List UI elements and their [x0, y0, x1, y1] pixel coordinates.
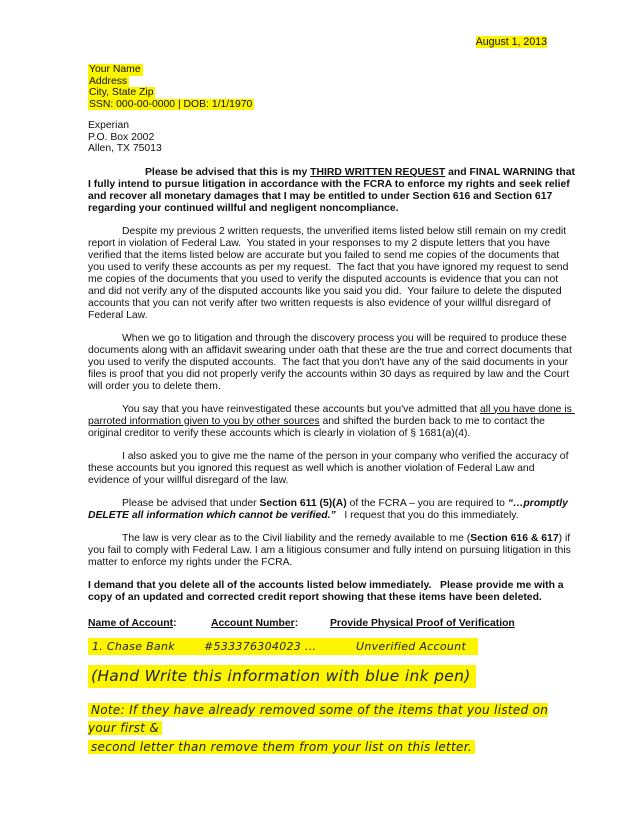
column-header-label: Name of Account	[88, 617, 174, 629]
paragraph-segment: When we go to litigation and through the discovery process you will be required to produce these documents along with an affidavit swearing under oath that these are the true and correct documents that you used to verify the disputed accounts. The fact that you don't have any of the said documents in your files is proof that you did not properly verify the accounts within 30 days as required by law and the Court will order you to delete them.	[88, 332, 575, 392]
sender-line	[88, 87, 576, 99]
column-header-colon: :	[294, 617, 299, 629]
bottom-note	[88, 701, 576, 757]
paragraph-segment: and shifted the burden back to me to contact the original creditor to verify these accounts which is clearly in violation of § 1681(a)(4).	[88, 415, 548, 439]
column-header-label: Provide Physical Proof of Verification	[330, 617, 515, 629]
paragraph-segment: The law is very clear as to the Civil liability and the remedy available to me (	[122, 532, 471, 544]
paragraph-segment: “…promptly DELETE all information which cannot be verified.”	[88, 497, 571, 521]
handwrite-instruction-row	[88, 665, 576, 688]
paragraph-segment: I demand that you delete all of the accounts listed below immediately. Please provide me with a copy of an updated and corrected credit report showing that these items have been deleted.	[88, 579, 567, 603]
sender-line	[88, 76, 576, 88]
letter-paragraph	[88, 167, 576, 215]
account-number-value: #533376304023 ...	[204, 639, 317, 653]
paragraph-segment: of the FCRA – you are required to	[346, 497, 508, 509]
sender-line	[88, 64, 576, 76]
paragraph-segment: Section 616 & 617	[470, 532, 559, 544]
paragraph-segment: Please be advised that this is my	[145, 166, 311, 178]
column-header-account-number	[211, 618, 330, 629]
letter-date: August 1, 2013	[475, 36, 547, 48]
bottom-note-text-2: second letter than remove them from your list on this letter.	[88, 740, 475, 754]
recipient-city-state-zip: Allen, TX 75013	[88, 143, 162, 154]
column-header-proof-of-verification	[330, 618, 576, 629]
bottom-note-text-1: Note: If they have already removed some of the items that you listed on your first &	[88, 702, 549, 735]
paragraph-segment: THIRD WRITTEN REQUEST	[310, 166, 446, 178]
recipient-name: Experian	[88, 120, 130, 131]
account-status-value: Unverified Account	[356, 639, 467, 653]
account-row	[88, 638, 478, 655]
paragraph-segment: Section 611 (5)(A)	[259, 497, 347, 509]
sender-line	[88, 99, 576, 111]
paragraph-segment: all you have done is parroted information given to you by other sources	[88, 403, 575, 427]
letter-paragraph	[88, 533, 576, 569]
bottom-note-line	[88, 701, 576, 738]
letter-paragraphs	[88, 167, 576, 604]
column-header-label: Account Number	[211, 617, 295, 629]
letter-paragraph	[88, 333, 576, 393]
paragraph-segment: ) if you fail to comply with Federal Law. I am a litigious consumer and fully intend on pursuing litigation in this matter to enforce my rights under the FCRA.	[88, 532, 574, 568]
column-header-colon: :	[173, 617, 177, 629]
account-name-value: 1. Chase Bank	[92, 639, 175, 653]
letter-paragraph	[88, 498, 576, 522]
sender-block	[88, 64, 576, 110]
letter-paragraph	[88, 580, 576, 604]
recipient-block	[88, 120, 576, 155]
paragraph-segment: Despite my previous 2 written requests, the unverified items listed below still remain on my credit report in violation of Federal Law. You stated in your responses to my 2 dispute letters that you have verified that the items listed below are accurate but you failed to send me copies of the documents that you used to verify these accounts as per my request. The fact that you have ignored my request to send me copies of the documents that you used to verify the disputed accounts is evidence that you can not and did not verify any of the disputed accounts like you said you did. Your failure to delete the disputed accounts that you can not verify after two written requests is also evidence of your willful disregard of Federal Law.	[88, 225, 572, 321]
letter-paragraph	[88, 404, 576, 440]
date-row	[88, 36, 576, 48]
sender-city-state-zip: City, State Zip	[89, 87, 154, 98]
recipient-po-box: P.O. Box 2002	[88, 131, 155, 143]
paragraph-segment: I request that you do this immediately.	[335, 509, 519, 521]
bottom-note-line	[88, 738, 576, 757]
paragraph-segment: and FINAL WARNING that I fully intend to pursue litigation in accordance with the FCRA to enforce my rights and seek relief and recover all monetary damages that I may be entitled to under Section 616 and Section 617 regarding your continued willful and negligent noncompliance.	[88, 166, 578, 214]
sender-ssn-dob: SSN: 000-00-0000 | DOB: 1/1/1970	[89, 98, 253, 110]
paragraph-segment: Please be advised that under	[122, 497, 260, 509]
letter-paragraph	[88, 451, 576, 487]
account-table-header-row	[88, 618, 576, 629]
sender-name: Your Name	[89, 64, 141, 75]
paragraph-segment: I also asked you to give me the name of the person in your company who verified the accuracy of these accounts but you ignored this request as well which is another violation of Federal Law and evidence of your willful disregard of the law.	[88, 450, 572, 486]
sender-address: Address	[89, 75, 128, 87]
handwrite-instruction: (Hand Write this information with blue ink pen)	[88, 665, 476, 688]
column-header-name-of-account	[88, 618, 211, 629]
paragraph-segment: You say that you have reinvestigated these accounts but you've admitted that	[122, 403, 480, 415]
letter-paragraph	[88, 226, 576, 322]
